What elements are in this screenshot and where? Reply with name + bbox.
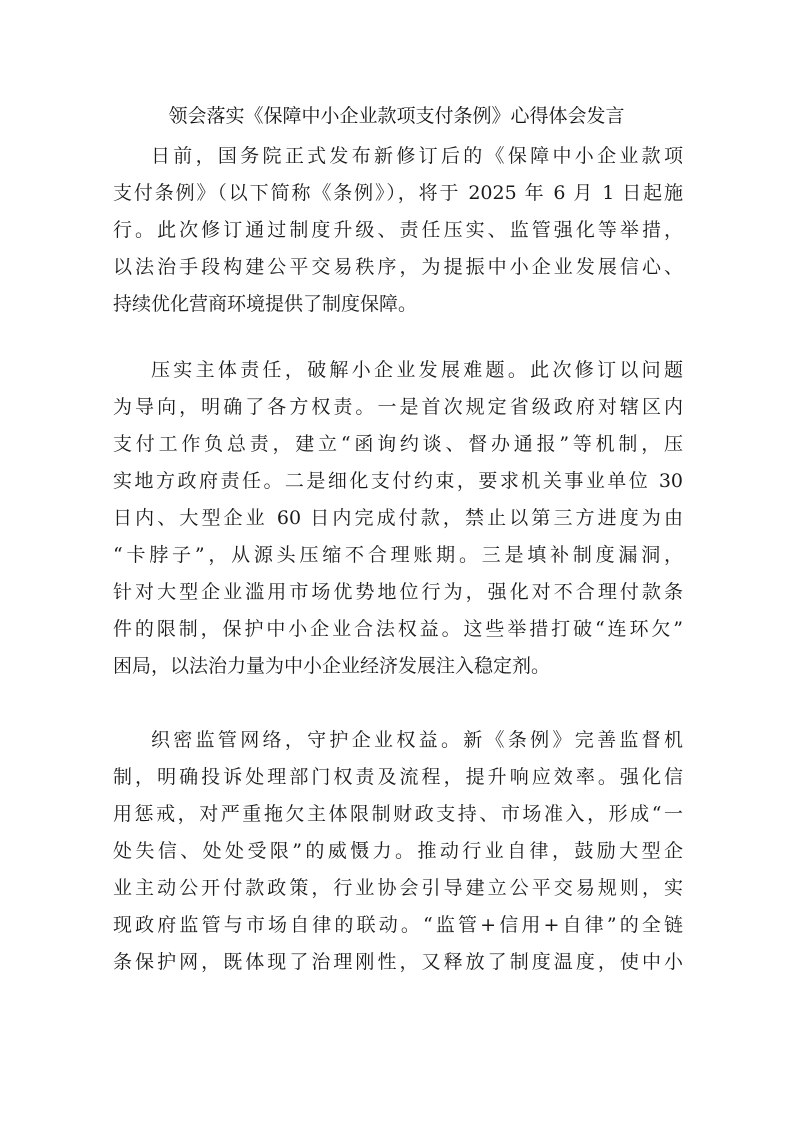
paragraph-line: 针对大型企业滥用市场优势地位行为，强化对不合理付款条 xyxy=(113,581,683,603)
paragraph-line: 压实主体责任，破解小企业发展难题。此次修订以问题 xyxy=(151,359,683,381)
paragraph-2 xyxy=(113,352,683,685)
paragraph-line: 支付工作负总责，建立“函询约谈、督办通报”等机制，压 xyxy=(113,433,683,455)
paragraph-line: 业主动公开付款政策，行业协会引导建立公平交易规则，实 xyxy=(113,877,683,899)
paragraph-line: 日内、大型企业 60 日内完成付款，禁止以第三方进度为由 xyxy=(113,507,683,529)
paragraph-line: 实地方政府责任。二是细化支付约束，要求机关事业单位 30 xyxy=(113,470,683,492)
paragraph-line: 持续优化营商环境提供了制度保障。 xyxy=(113,293,418,315)
paragraph-line: 行。此次修订通过制度升级、责任压实、监管强化等举措， xyxy=(113,219,683,241)
paragraph-3 xyxy=(113,722,683,981)
paragraph-line: 织密监管网络，守护企业权益。新《条例》完善监督机 xyxy=(151,729,683,751)
paragraph-line: 日前，国务院正式发布新修订后的《保障中小企业款项 xyxy=(151,145,683,167)
paragraph-line: 现政府监管与市场自律的联动。“监管+信用+自律”的全链 xyxy=(113,914,683,936)
paragraph-line: 制，明确投诉处理部门权责及流程，提升响应效率。强化信 xyxy=(113,766,683,788)
paragraph-1 xyxy=(113,138,683,323)
paragraph-line: “卡脖子”，从源头压缩不合理账期。三是填补制度漏洞， xyxy=(113,544,683,566)
document-title: 领会落实《保障中小企业款项支付条例》心得体会发言 xyxy=(168,105,625,127)
paragraph-line: 支付条例》（以下简称《条例》），将于 2025 年 6 月 1 日起施 xyxy=(113,182,683,204)
paragraph-line: 条保护网，既体现了治理刚性，又释放了制度温度，使中小 xyxy=(113,951,683,973)
paragraph-line: 困局，以法治力量为中小企业经济发展注入稳定剂。 xyxy=(113,655,551,677)
paragraph-line: 以法治手段构建公平交易秩序，为提振中小企业发展信心、 xyxy=(113,256,683,278)
paragraph-line: 处失信、处处受限”的威慑力。推动行业自律，鼓励大型企 xyxy=(113,840,683,862)
paragraph-line: 件的限制，保护中小企业合法权益。这些举措打破“连环欠” xyxy=(113,618,683,640)
paragraph-line: 用惩戒，对严重拖欠主体限制财政支持、市场准入，形成“一 xyxy=(113,803,683,825)
paragraph-line: 为导向，明确了各方权责。一是首次规定省级政府对辖区内 xyxy=(113,396,683,418)
